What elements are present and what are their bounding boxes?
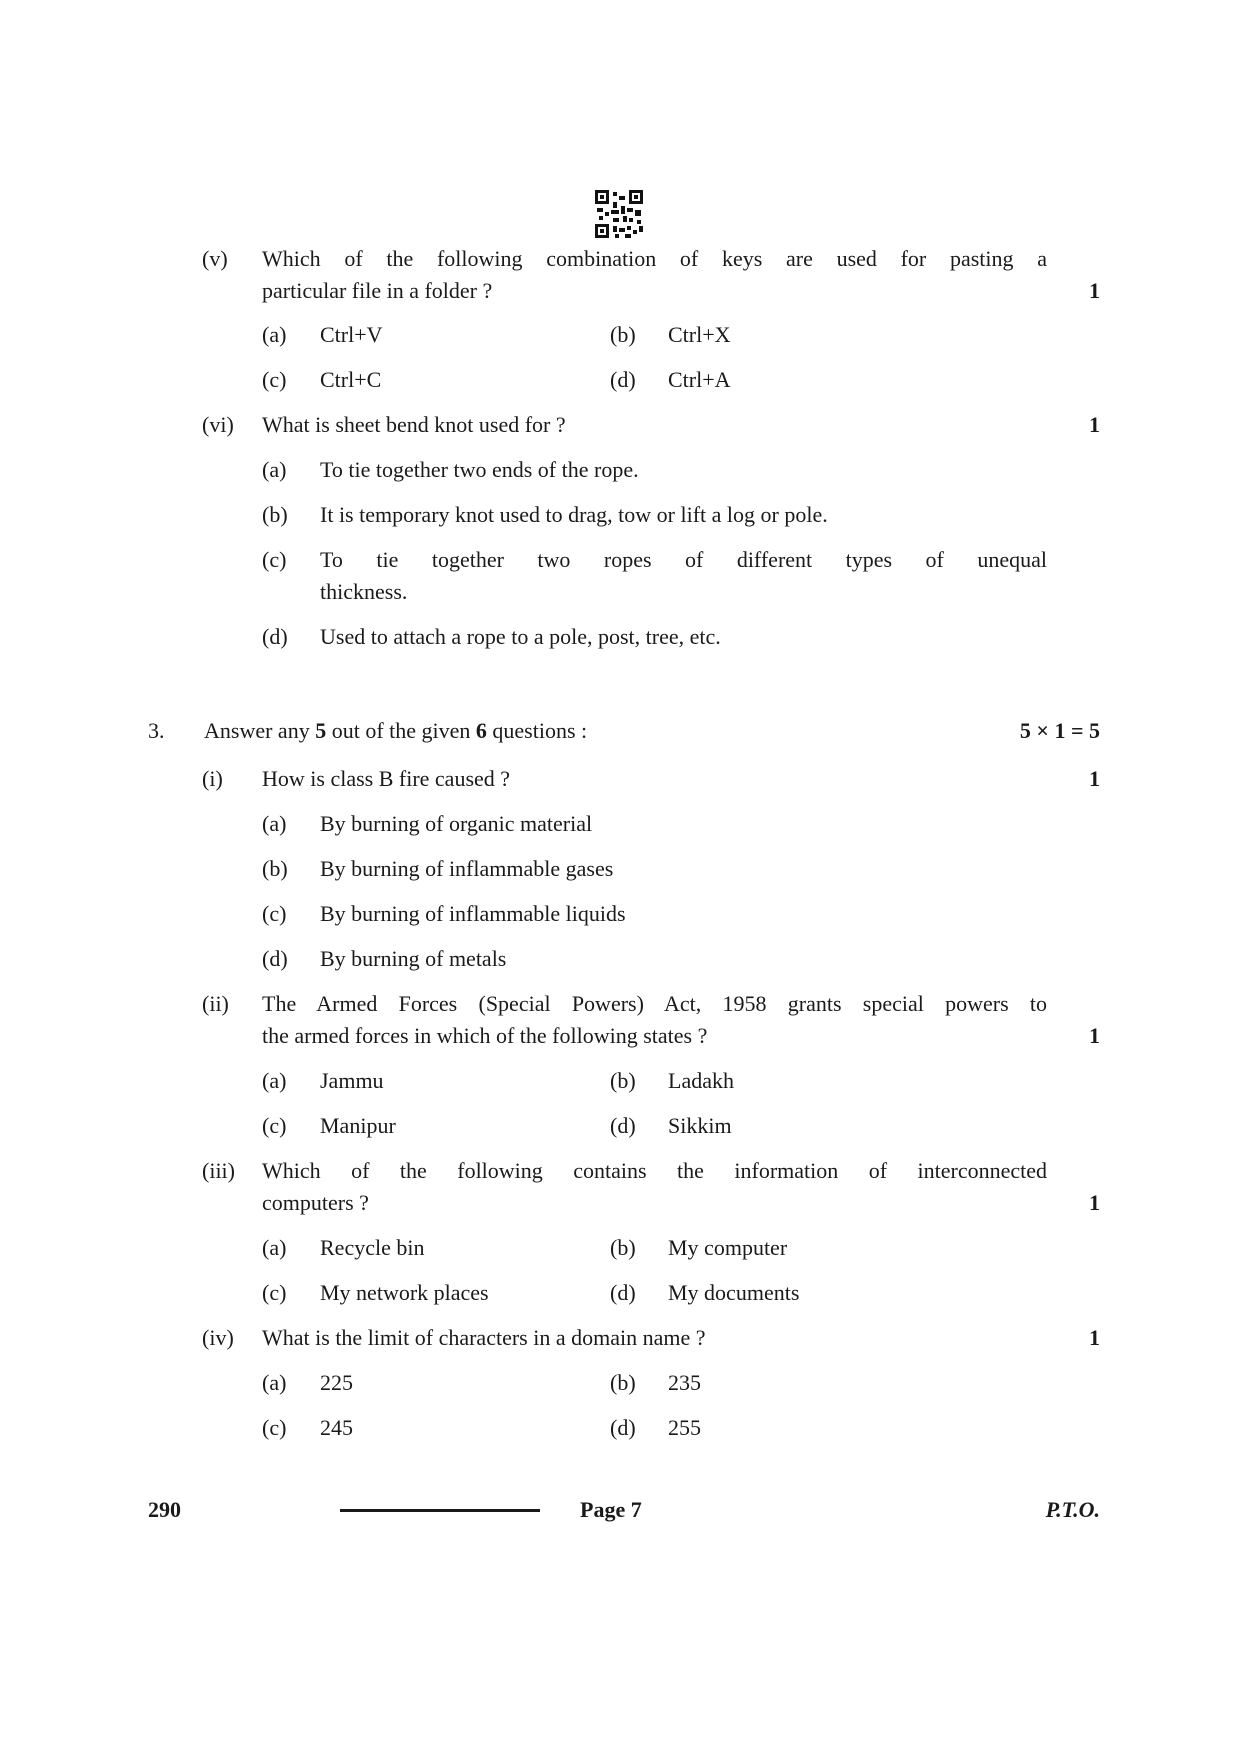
question-marks: 1 <box>1089 1325 1100 1350</box>
question-text-line-1: The Armed Forces (Special Powers) Act, 1958 grants special powers to <box>262 991 1047 1016</box>
option-text: By burning of metals <box>320 946 507 971</box>
option-label: (c) <box>262 1280 287 1305</box>
option-label: (d) <box>610 1415 636 1440</box>
option-text: Recycle bin <box>320 1235 425 1260</box>
option-label: (b) <box>610 322 636 347</box>
option-label: (a) <box>262 457 287 482</box>
pto-label: P.T.O. <box>1045 1497 1100 1522</box>
question-text-line-2: computers ? <box>262 1190 369 1215</box>
question-text-line-1: Which of the following combination of keys are used for pasting a <box>262 246 1047 271</box>
question-instruction: Answer any 5 out of the given 6 questions : <box>204 718 588 743</box>
option-text: Ctrl+V <box>320 322 383 347</box>
option-label: (a) <box>262 1370 287 1395</box>
option-text: To tie together two ends of the rope. <box>320 457 639 482</box>
option-text: My network places <box>320 1280 489 1305</box>
qr-code-icon <box>595 190 643 238</box>
option-text: 245 <box>320 1415 353 1440</box>
question-number: (i) <box>202 766 223 791</box>
option-text: By burning of inflammable gases <box>320 856 614 881</box>
question-marks: 1 <box>1089 766 1100 791</box>
question-number: (iv) <box>202 1325 234 1350</box>
question-text: What is sheet bend knot used for ? <box>262 412 566 437</box>
option-label: (b) <box>262 856 288 881</box>
question-number: (ii) <box>202 991 229 1016</box>
option-text: Jammu <box>320 1068 384 1093</box>
question-text-line-2: the armed forces in which of the following states ? <box>262 1023 708 1048</box>
option-text: By burning of organic material <box>320 811 593 836</box>
option-text: Manipur <box>320 1113 396 1138</box>
option-label: (b) <box>610 1235 636 1260</box>
option-label: (b) <box>262 502 288 527</box>
page-number: Page 7 <box>580 1497 642 1522</box>
option-text: Ctrl+A <box>668 367 731 392</box>
question-text: What is the limit of characters in a domain name ? <box>262 1325 706 1350</box>
question-text: How is class B fire caused ? <box>262 766 511 791</box>
option-label: (c) <box>262 547 287 572</box>
option-text: 225 <box>320 1370 353 1395</box>
option-label: (c) <box>262 367 287 392</box>
option-label: (a) <box>262 1235 287 1260</box>
option-label: (a) <box>262 322 287 347</box>
option-text: My documents <box>668 1280 800 1305</box>
option-label: (d) <box>262 624 288 649</box>
question-marks: 1 <box>1089 1190 1100 1215</box>
option-text: Sikkim <box>668 1113 732 1138</box>
option-label: (d) <box>610 1113 636 1138</box>
option-text: By burning of inflammable liquids <box>320 901 626 926</box>
option-label: (d) <box>610 1280 636 1305</box>
footer-divider <box>340 1509 540 1512</box>
option-label: (b) <box>610 1370 636 1395</box>
option-text: Ctrl+X <box>668 322 731 347</box>
option-label: (c) <box>262 901 287 926</box>
option-text: Ctrl+C <box>320 367 382 392</box>
option-label: (b) <box>610 1068 636 1093</box>
question-marks: 1 <box>1089 278 1100 303</box>
question-number: (vi) <box>202 412 234 437</box>
option-text: Ladakh <box>668 1068 734 1093</box>
option-text: 255 <box>668 1415 701 1440</box>
option-label: (d) <box>610 367 636 392</box>
question-text-line-2: particular file in a folder ? <box>262 278 493 303</box>
option-text-line-2: thickness. <box>320 579 408 604</box>
question-number: 3. <box>148 718 165 743</box>
question-text-line-1: Which of the following contains the information of interconnected <box>262 1158 1047 1183</box>
option-label: (a) <box>262 1068 287 1093</box>
question-number: (v) <box>202 246 228 271</box>
question-number: (iii) <box>202 1158 235 1183</box>
option-text: It is temporary knot used to drag, tow or lift a log or pole. <box>320 502 828 527</box>
question-marks-total: 5 × 1 = 5 <box>1019 718 1100 743</box>
question-marks: 1 <box>1089 1023 1100 1048</box>
question-marks: 1 <box>1089 412 1100 437</box>
paper-code: 290 <box>148 1497 181 1522</box>
option-text: My computer <box>668 1235 788 1260</box>
option-label: (a) <box>262 811 287 836</box>
option-text: 235 <box>668 1370 701 1395</box>
option-label: (c) <box>262 1113 287 1138</box>
option-text: Used to attach a rope to a pole, post, tree, etc. <box>320 624 721 649</box>
option-label: (c) <box>262 1415 287 1440</box>
option-text-line-1: To tie together two ropes of different types of unequal <box>320 547 1047 572</box>
option-label: (d) <box>262 946 288 971</box>
